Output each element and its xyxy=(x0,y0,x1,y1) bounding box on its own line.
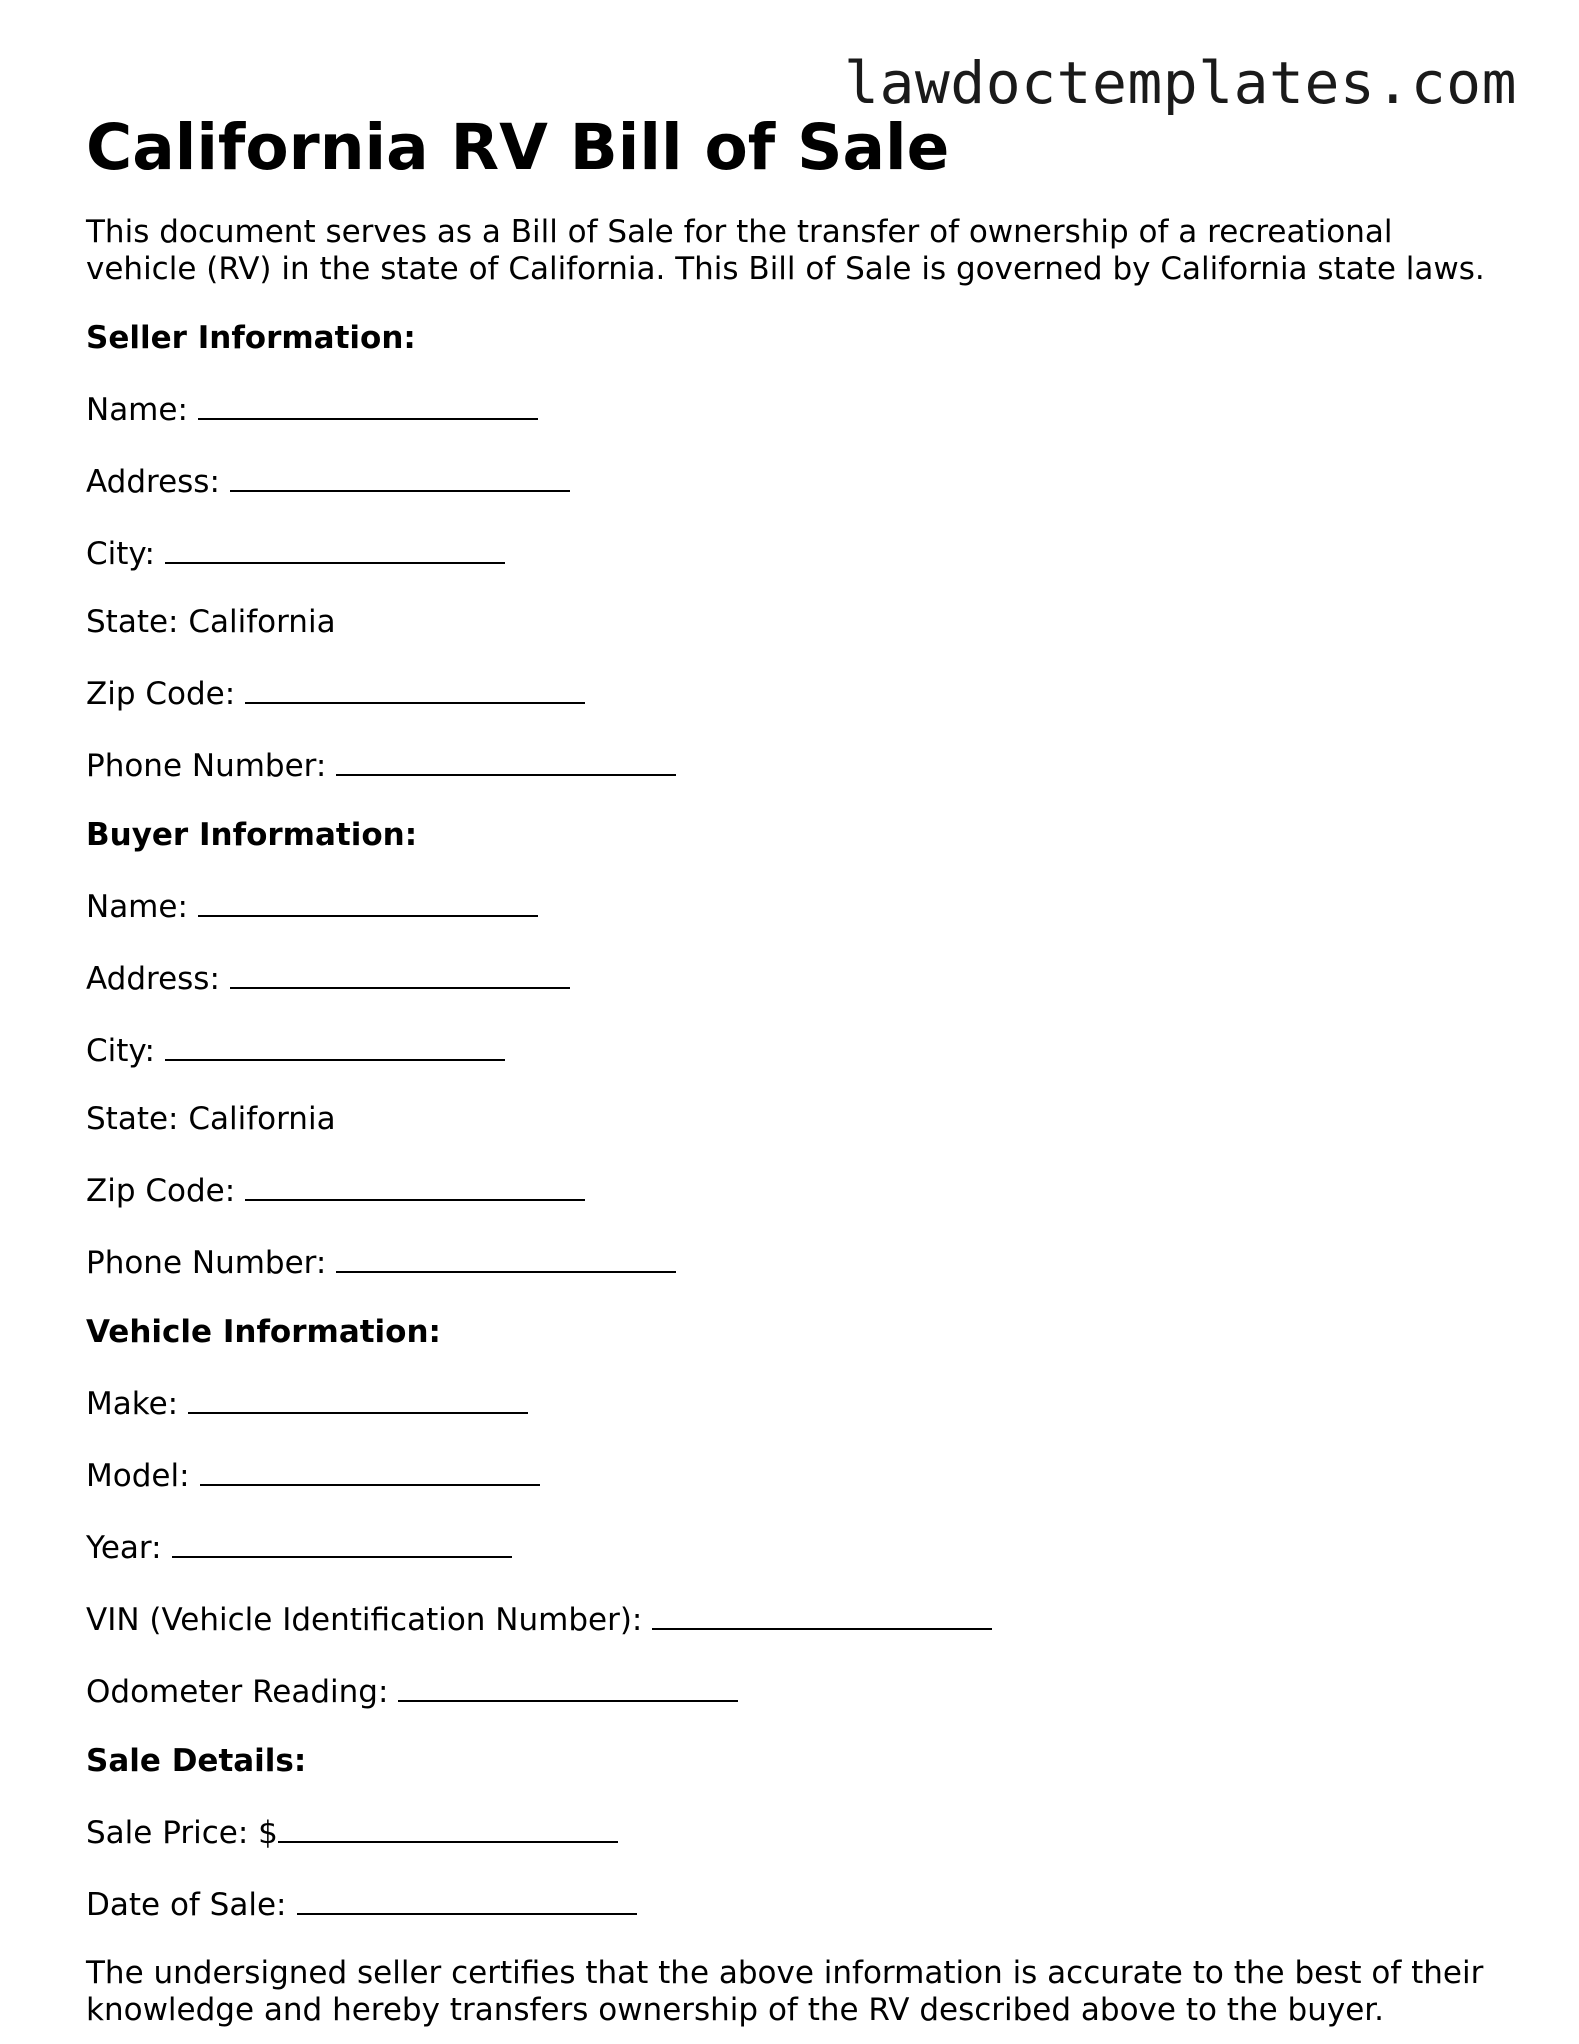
sale-date-label: Date of Sale: xyxy=(86,1887,287,1923)
seller-state-label: State: California xyxy=(86,604,336,640)
vehicle-vin-field xyxy=(86,1598,1506,1639)
seller-address-blank[interactable] xyxy=(230,460,570,492)
sale-price-blank[interactable] xyxy=(278,1811,618,1843)
buyer-zip-blank[interactable] xyxy=(245,1169,585,1201)
seller-zip-blank[interactable] xyxy=(245,672,585,704)
seller-zip-label: Zip Code: xyxy=(86,676,236,712)
vehicle-vin-label: VIN (Vehicle Identification Number): xyxy=(86,1602,643,1638)
seller-zip-field xyxy=(86,672,1506,713)
vehicle-odometer-field xyxy=(86,1670,1506,1711)
seller-address-field xyxy=(86,460,1506,501)
certification-paragraph: The undersigned seller certifies that the above information is accurate to the best of their knowledge and hereby transfers ownership of the RV described above to the buyer. xyxy=(86,1955,1484,2028)
buyer-phone-blank[interactable] xyxy=(336,1241,676,1273)
vehicle-year-blank[interactable] xyxy=(172,1526,512,1558)
seller-city-label: City: xyxy=(86,536,155,572)
buyer-phone-label: Phone Number: xyxy=(86,1245,327,1281)
vehicle-make-field xyxy=(86,1382,1506,1423)
seller-name-field xyxy=(86,388,1506,429)
site-watermark: lawdoctemplates.com xyxy=(844,49,1517,117)
vehicle-odometer-blank[interactable] xyxy=(398,1670,738,1702)
buyer-state-label: State: California xyxy=(86,1101,336,1137)
seller-address-label: Address: xyxy=(86,464,220,500)
vehicle-model-blank[interactable] xyxy=(200,1454,540,1486)
vehicle-odometer-label: Odometer Reading: xyxy=(86,1674,389,1710)
sale-date-field xyxy=(86,1883,1506,1924)
seller-state-field xyxy=(86,604,1506,641)
vehicle-model-field xyxy=(86,1454,1506,1495)
buyer-address-label: Address: xyxy=(86,961,220,997)
buyer-state-field xyxy=(86,1101,1506,1138)
buyer-name-field xyxy=(86,885,1506,926)
seller-phone-label: Phone Number: xyxy=(86,748,327,784)
buyer-zip-label: Zip Code: xyxy=(86,1173,236,1209)
document-title: California RV Bill of Sale xyxy=(86,111,950,184)
seller-name-label: Name: xyxy=(86,392,188,428)
buyer-section-heading: Buyer Information: xyxy=(86,817,418,853)
vehicle-year-label: Year: xyxy=(86,1530,162,1566)
buyer-name-blank[interactable] xyxy=(198,885,538,917)
buyer-name-label: Name: xyxy=(86,889,188,925)
sale-section-heading: Sale Details: xyxy=(86,1743,307,1779)
buyer-zip-field xyxy=(86,1169,1506,1210)
seller-city-field xyxy=(86,532,1506,573)
sale-date-blank[interactable] xyxy=(297,1883,637,1915)
buyer-address-field xyxy=(86,957,1506,998)
vehicle-model-label: Model: xyxy=(86,1458,190,1494)
buyer-address-blank[interactable] xyxy=(230,957,570,989)
seller-phone-field xyxy=(86,744,1506,785)
seller-section-heading: Seller Information: xyxy=(86,320,416,356)
seller-phone-blank[interactable] xyxy=(336,744,676,776)
document-page xyxy=(86,108,1506,2029)
buyer-city-label: City: xyxy=(86,1033,155,1069)
buyer-city-field xyxy=(86,1029,1506,1070)
vehicle-section-heading: Vehicle Information: xyxy=(86,1314,441,1350)
vehicle-make-blank[interactable] xyxy=(188,1382,528,1414)
buyer-phone-field xyxy=(86,1241,1506,1282)
buyer-city-blank[interactable] xyxy=(165,1029,505,1061)
vehicle-vin-blank[interactable] xyxy=(652,1598,992,1630)
seller-city-blank[interactable] xyxy=(165,532,505,564)
intro-paragraph: This document serves as a Bill of Sale for the transfer of ownership of a recreational vehicle (RV) in the state of California. This Bill of Sale is governed by California state laws. xyxy=(86,214,1485,287)
seller-name-blank[interactable] xyxy=(198,388,538,420)
vehicle-year-field xyxy=(86,1526,1506,1567)
sale-price-field xyxy=(86,1811,1506,1852)
vehicle-make-label: Make: xyxy=(86,1386,179,1422)
sale-price-label: Sale Price: $ xyxy=(86,1815,278,1851)
